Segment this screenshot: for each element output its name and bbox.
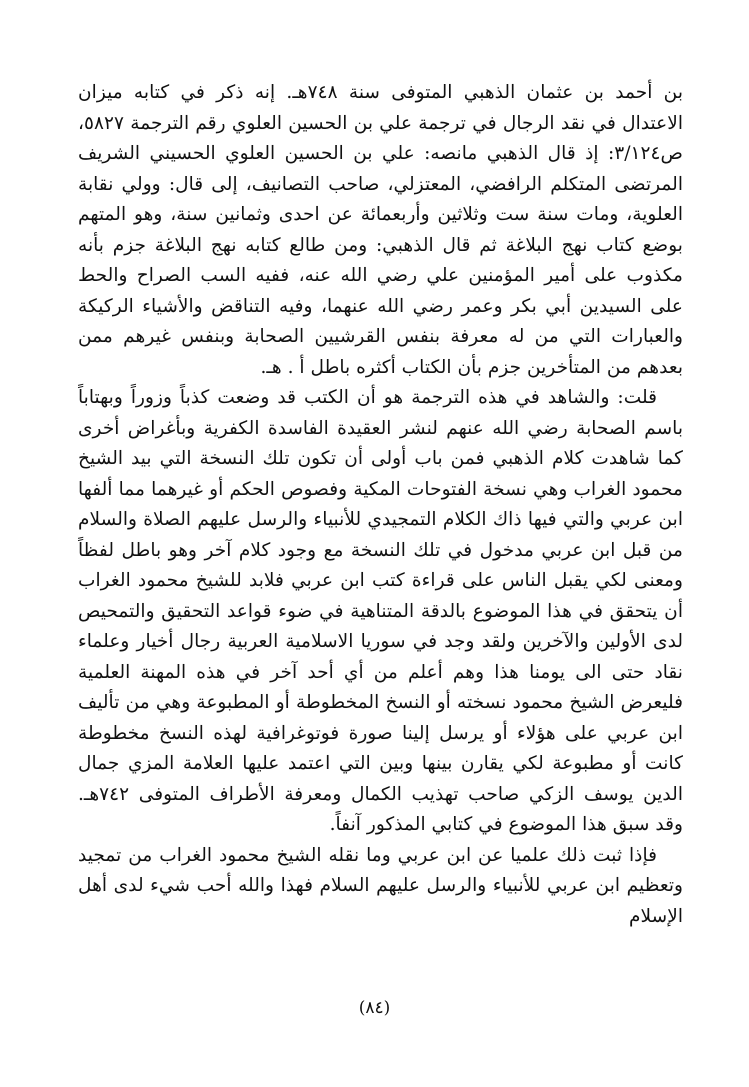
paragraph-2: قلت: والشاهد في هذه الترجمة هو أن الكتب قد وضعت كذباً وزوراً وبهتاباً باسم الصحابة رضي الله عنهم لنشر العقيدة الفاسدة الكفرية وبأغراض أخرى كما شاهدت كلام الذهبي فمن باب أولى أن تكون تلك النسخة التي بيد الشيخ محمود الغراب وهي نسخة الفتوحات المكية وفصوص الحكم أو غيرهما مما ألفها ابن عربي والتي فيها ذاك الكلام التمجيدي للأنبياء والرسل عليهم الصلاة والسلام من قبل ابن عربي مدخول في تلك النسخة مع وجود كلام آخر وهو باطل لفظاً ومعنى لكي يقبل الناس على قراءة كتب ابن عربي فلابد للشيخ محمود الغراب أن يتحقق في هذا الموضوع بالدقة المتناهية في ضوء قواعد التحقيق والتمحيص لدى الأولين والآخرين ولقد وجد في سوريا الاسلامية العربية رجال أخيار وعلماء نقاد حتى الى يومنا هذا وهم أعلم من أي أحد آخر في هذه المهنة العلمية فليعرض الشيخ محمود نسخته أو النسخ المخطوطة أو المطبوعة وهي من تأليف ابن عربي على هؤلاء أو يرسل إلينا صورة فوتوغرافية لهذه النسخ مخطوطة كانت أو مطبوعة لكي يقارن بينها وبين التي اعتمد عليها العلامة المزي جمال الدين يوسف الزكي صاحب تهذيب الكمال ومعرفة الأطراف المتوفى ٧٤٢هـ. وقد سبق هذا الموضوع في كتابي المذكور آنفاً. bbox=[78, 387, 683, 835]
page-number: (٨٤) bbox=[358, 998, 391, 1018]
paragraph-1: بن أحمد بن عثمان الذهبي المتوفى سنة ٧٤٨هـ. إنه ذكر في كتابه ميزان الاعتدال في نقد الرجال في ترجمة علي بن الحسين العلوي رقم الترجمة ٥٨٢٧، ص٣/١٢٤: إذ قال الذهبي مانصه: علي بن الحسين العلوي الحسيني الشريف المرتضى المتكلم الرافضي، المعتزلي، صاحب التصانيف، إلى قال: وولي نقابة العلوية، ومات سنة ست وثلاثين وأربعمائة عن احدى وثمانين سنة، وهو المتهم بوضع كتاب نهج البلاغة ثم قال الذهبي: ومن طالع كتابه نهج البلاغة جزم بأنه مكذوب على أمير المؤمنين علي رضي الله عنه، ففيه السب الصراح والحط على السيدين أبي بكر وعمر رضي الله عنهما، وفيه التناقض والأشياء الركيكة والعبارات التي من له معرفة بنفس القرشيين الصحابة وبنفس غيرهم ممن بعدهم من المتأخرين جزم بأن الكتاب أكثره باطل أ . هـ. bbox=[78, 82, 683, 378]
paragraph-3: فإذا ثبت ذلك علميا عن ابن عربي وما نقله الشيخ محمود الغراب من تمجيد وتعظيم ابن عربي للأنبياء والرسل عليهم السلام فهذا والله أحب شيء لدى أهل الإسلام bbox=[78, 844, 683, 927]
body-text bbox=[78, 78, 683, 932]
